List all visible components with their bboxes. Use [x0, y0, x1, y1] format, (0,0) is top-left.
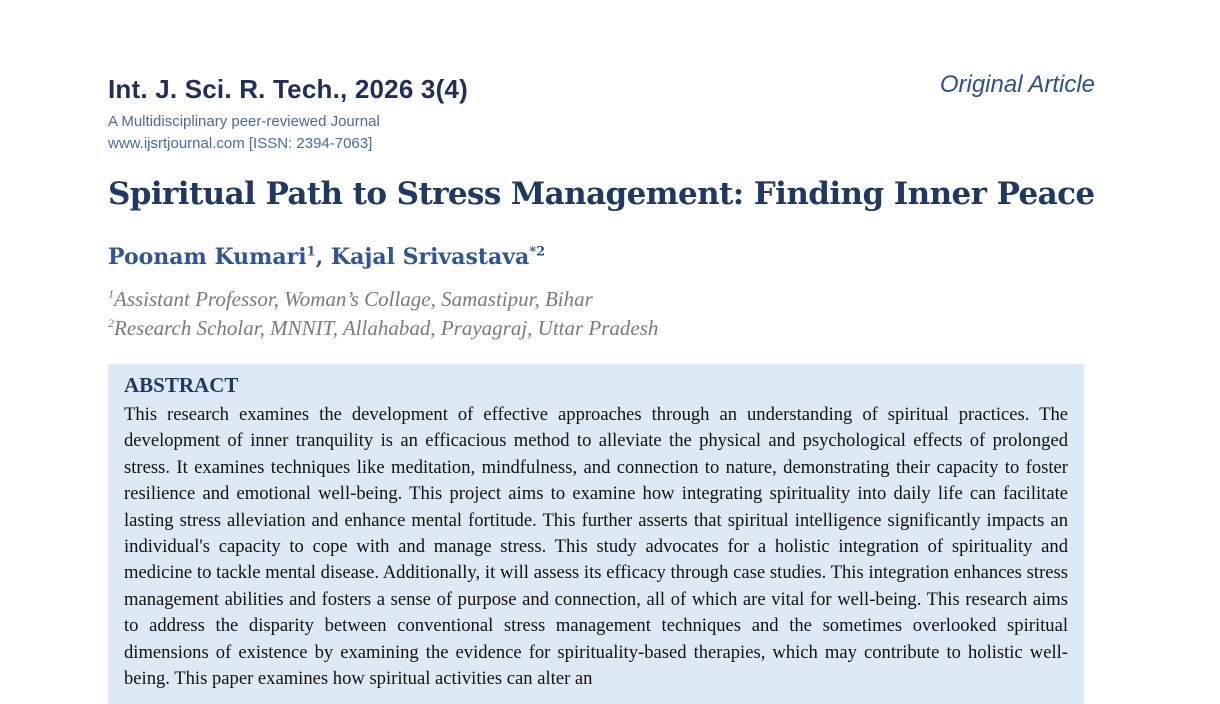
- author-name: Kajal Srivastava: [330, 244, 530, 270]
- author-name: Poonam Kumari: [108, 244, 307, 270]
- author-marker: *2: [529, 244, 546, 260]
- journal-citation: Int. J. Sci. R. Tech., 2026 3(4): [108, 74, 468, 104]
- author-marker: 1: [306, 244, 316, 260]
- abstract-text: This research examines the development of effective approaches through an understanding of spiritual practices. The development of inner tranquility is an efficacious method to alleviate the physical and psychological effects of prolonged stress. It examines techniques like meditation, mindfulness, and connection to nature, demonstrating their capacity to foster resilience and emotional well-being. This project aims to examine how integrating spirituality into daily life can facilitate lasting stress alleviation and enhance mental fortitude. This further asserts that spiritual intelligence significantly impacts an individual's capacity to cope with and manage stress. This study advocates for a holistic integration of spirituality and medicine to tackle mental disease. Additionally, it will assess its efficacy through case studies. This integration enhances stress management abilities and fosters a sense of purpose and connection, all of which are vital for well-being. This research aims to address the disparity between conventional stress management techniques and the sometimes overlooked spiritual dimensions of existence by examining the evidence for spirituality-based therapies, which may contribute to holistic well-being. This paper examines how spiritual activities can alter an: [124, 404, 1068, 690]
- article-type-label: Original Article: [939, 71, 1095, 98]
- journal-website-issn: www.ijsrtjournal.com [ISSN: 2394-7063]: [108, 135, 373, 152]
- author-list: [108, 244, 545, 270]
- affiliation-text: Research Scholar, MNNIT, Allahabad, Prayagraj, Uttar Pradesh: [114, 316, 659, 340]
- affiliation-text: Assistant Professor, Woman’s Collage, Samastipur, Bihar: [114, 287, 593, 311]
- affiliation: [108, 316, 658, 341]
- abstract-section: [108, 364, 1084, 704]
- author-separator: ,: [315, 244, 331, 270]
- affiliation-marker: 1: [108, 287, 114, 301]
- journal-description: A Multidisciplinary peer-reviewed Journal: [108, 113, 380, 130]
- affiliation-marker: 2: [108, 316, 114, 330]
- affiliation: [108, 287, 593, 312]
- paper-title: Spiritual Path to Stress Management: Finding Inner Peace: [108, 176, 1095, 212]
- abstract-heading: ABSTRACT: [124, 373, 239, 397]
